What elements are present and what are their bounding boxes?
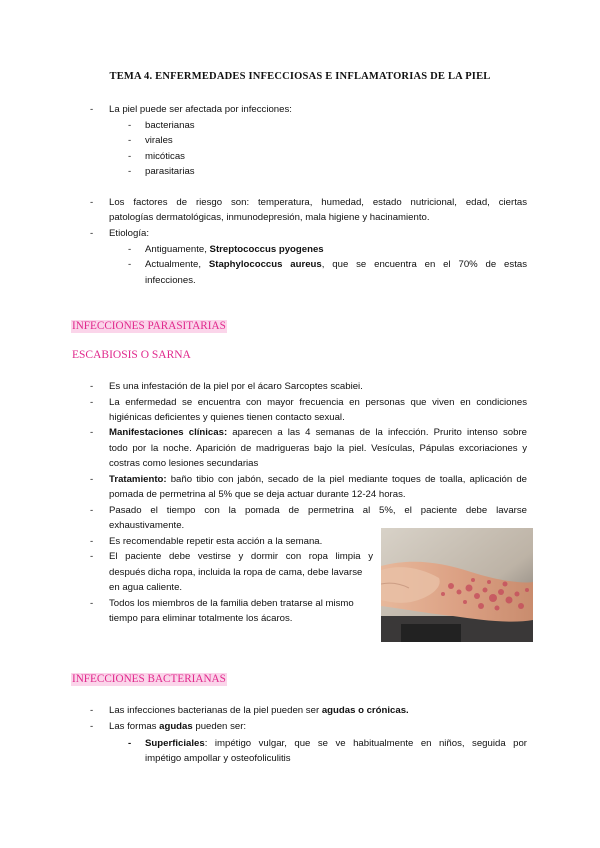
section-heading: INFECCIONES PARASITARIAS — [72, 320, 226, 332]
scabies-clothes-cont: después dicha ropa, incluida la ropa de cama, debe lavarse — [109, 567, 363, 578]
bacterial-superficial-cont: impétigo ampollar y osteofoliculitis — [145, 753, 291, 764]
etiology-item-1: Antiguamente, Streptococcus pyogenes — [145, 244, 324, 255]
scabies-hand-photo — [381, 528, 533, 642]
bullet-dash: - — [90, 381, 94, 392]
bullet-dash: - — [90, 397, 94, 408]
list-item: bacterianas — [145, 120, 195, 131]
scabies-treatment-cont: pomada de permetrina al 5% que se deja actuar durante 12-24 horas. — [109, 489, 406, 500]
scabies-family: Todos los miembros de la familia deben tratarse al mismo — [109, 598, 354, 609]
scabies-clothes-cont: en agua caliente. — [109, 582, 183, 593]
scabies-clinical-cont: costras como lesiones secundarias — [109, 458, 259, 469]
bullet-dash: - — [90, 427, 94, 438]
bullet-dash: - — [90, 551, 94, 562]
list-item: micóticas — [145, 151, 185, 162]
scabies-clothes: El paciente debe vestirse y dormir con ropa limpia y — [109, 551, 373, 562]
bullet-dash: - — [128, 738, 132, 749]
etiology-label: Etiología: — [109, 228, 150, 239]
scabies-frequency-cont: higiénicas deficientes y quienes tienen contacto sexual. — [109, 412, 345, 423]
bullet-dash: - — [128, 244, 132, 255]
bullet-dash: - — [90, 104, 94, 115]
page-title: TEMA 4. ENFERMEDADES INFECCIOSAS E INFLAMATORIAS DE LA PIEL — [109, 71, 491, 82]
scabies-family-cont: tiempo para eliminar totalmente los ácaros. — [109, 613, 293, 624]
scabies-treatment: Tratamiento: baño tibio con jabón, secado de la piel mediante toques de toalla, aplicación de — [109, 474, 527, 485]
section-heading: INFECCIONES BACTERIANAS — [72, 673, 226, 685]
bullet-dash: - — [90, 228, 94, 239]
bullet-dash: - — [90, 721, 94, 732]
list-item: virales — [145, 135, 173, 146]
bullet-dash: - — [128, 151, 132, 162]
scabies-wash: Pasado el tiempo con la pomada de permetrina al 5%, el paciente debe lavarse — [109, 505, 527, 516]
scabies-definition: Es una infestación de la piel por el ácaro Sarcoptes scabiei. — [109, 381, 363, 392]
subsection-heading: ESCABIOSIS O SARNA — [72, 349, 191, 361]
bullet-dash: - — [90, 598, 94, 609]
bullet-dash: - — [128, 259, 132, 270]
bullet-dash: - — [90, 705, 94, 716]
risk-line-1: Los factores de riesgo son: temperatura, humedad, estado nutricional, edad, ciertas — [109, 197, 527, 208]
intro-lead: La piel puede ser afectada por infecciones: — [109, 104, 292, 115]
bullet-dash: - — [128, 135, 132, 146]
bullet-dash: - — [90, 474, 94, 485]
etiology-item-2-cont: infecciones. — [145, 275, 196, 286]
scabies-frequency: La enfermedad se encuentra con mayor frecuencia en personas que viven en condiciones — [109, 397, 527, 408]
risk-line-2: patologías dermatológicas, inmunodepresión, mala higiene y hacinamiento. — [109, 212, 430, 223]
scabies-clinical: Manifestaciones clínicas: aparecen a las 4 semanas de la infección. Prurito intenso sobre — [109, 427, 527, 438]
list-item: parasitarias — [145, 166, 195, 177]
bullet-dash: - — [128, 120, 132, 131]
bacterial-acute: Las formas agudas pueden ser: — [109, 721, 247, 732]
etiology-item-2: Actualmente, Staphylococcus aureus, que se encuentra en el 70% de estas — [145, 259, 527, 270]
bullet-dash: - — [90, 505, 94, 516]
scabies-clinical-cont: todo por la noche. Aparición de madrigueras bajo la piel. Vesículas, Pápulas excoriaciones y — [109, 443, 527, 454]
bullet-dash: - — [90, 197, 94, 208]
bullet-dash: - — [128, 166, 132, 177]
scabies-wash-cont: exhaustivamente. — [109, 520, 185, 531]
bacterial-superficial: Superficiales: impétigo vulgar, que se ve habitualmente en niños, seguida por — [145, 738, 527, 749]
scabies-repeat: Es recomendable repetir esta acción a la semana. — [109, 536, 323, 547]
bullet-dash: - — [90, 536, 94, 547]
bacterial-types: Las infecciones bacterianas de la piel pueden ser agudas o crónicas. — [109, 705, 409, 716]
